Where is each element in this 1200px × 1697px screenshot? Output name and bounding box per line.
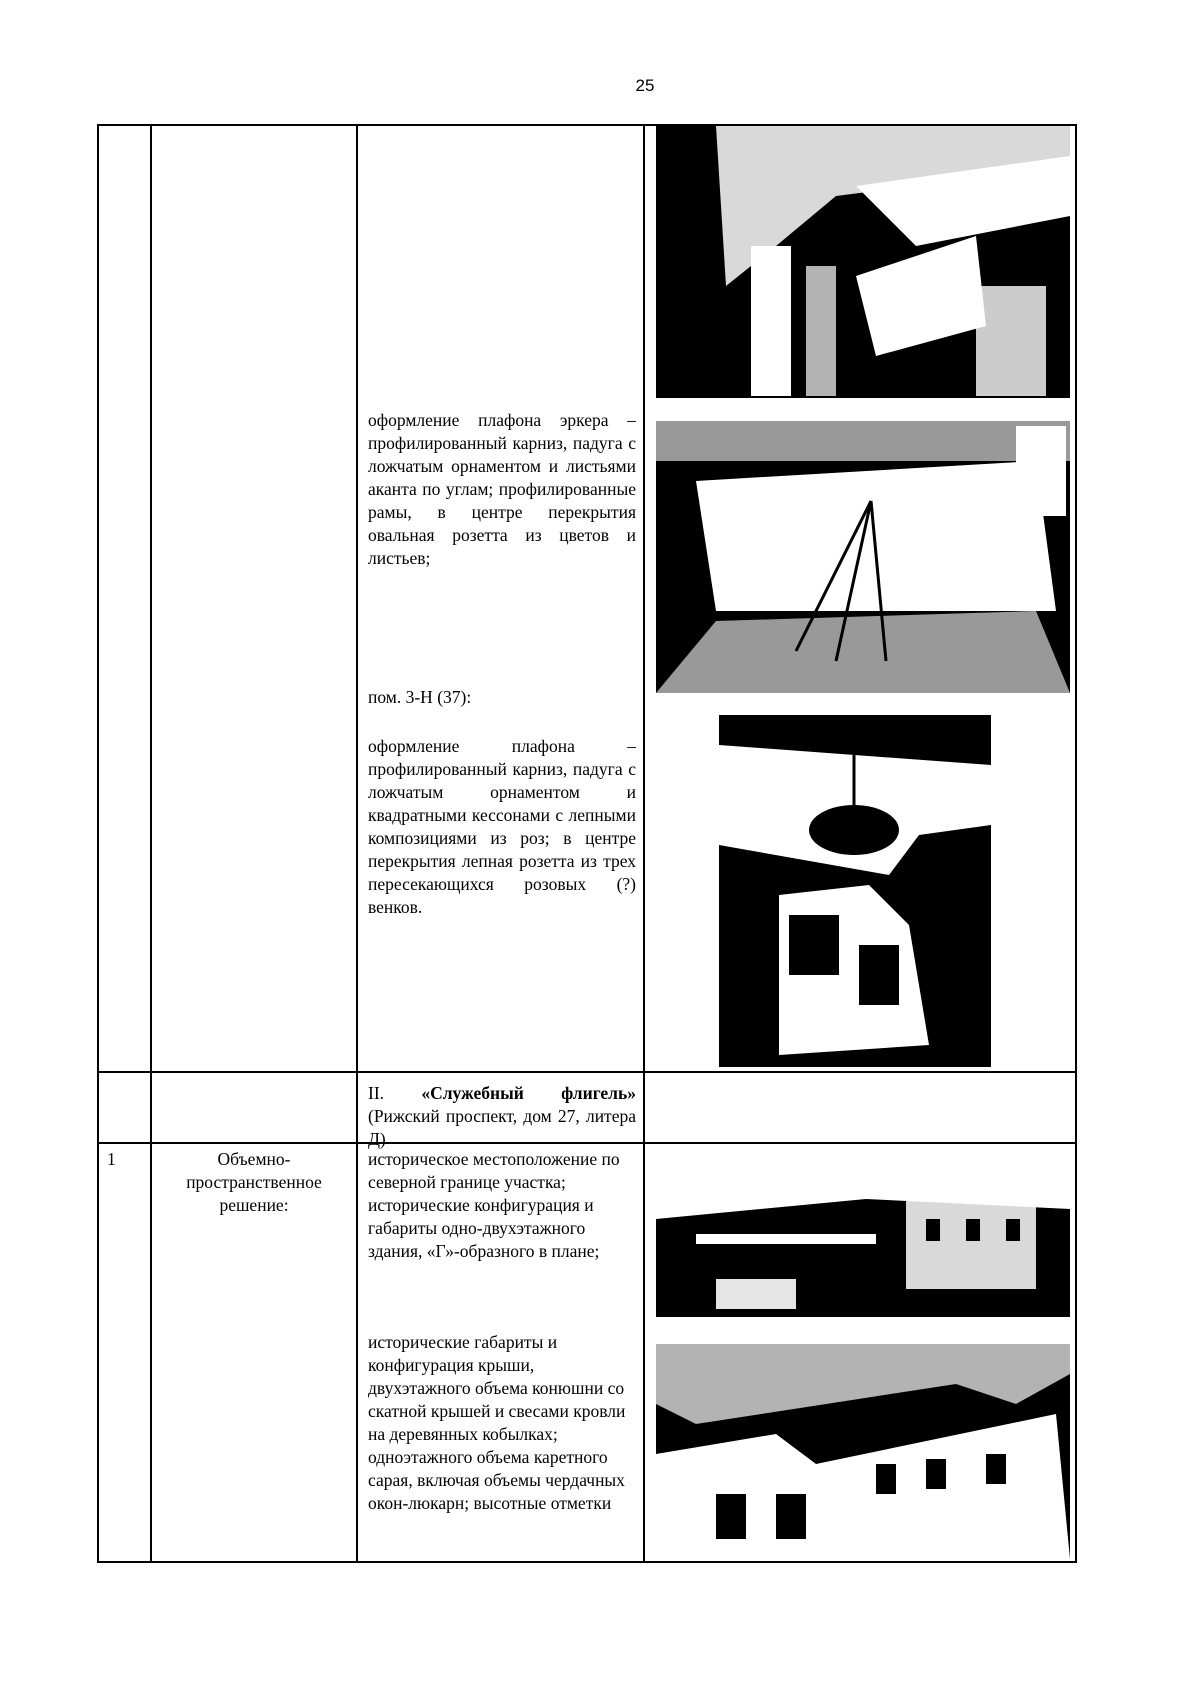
room-heading: пом. 3-Н (37): [368,687,472,707]
item-text-roof: исторические габариты и конфигурация крыши, двухэтажного объема конюшни со скатной крышей и свесами кровли на деревянных кобылках; одноэтажного объема каретного сарая, включая объемы чердачных окон-люкарн; высотные отметки [368,1332,626,1513]
photo-outbuilding-north [656,1169,1070,1317]
table-border-bottom [97,1561,1077,1563]
protection-table [97,124,1077,1563]
photo-erker-ceiling [656,126,1070,398]
section-number: II. [368,1083,385,1103]
column-divider [356,124,358,1563]
item-name: Объемно-пространственное решение: [186,1149,322,1215]
table-border-left [97,124,99,1563]
row-divider [97,1071,1077,1073]
section-address: (Рижский проспект, дом 27, литера Д) [368,1106,636,1149]
photo-outbuilding-roof [656,1344,1070,1559]
item-number: 1 [107,1149,116,1169]
plafond-room-description: оформление плафона – профилированный карниз, падуга с ложчатым орнаментом и квадратными кессонами с лепными композициями из роз; в центре перекрытия лепная розетта из трех пересекающихся розовых (?) венков. [368,736,636,917]
section-title [368,1082,636,1151]
page-number: 25 [635,76,655,95]
column-divider [150,124,152,1563]
table-border-right [1075,124,1077,1563]
item-text-location: историческое местоположение по северной границе участка; исторические конфигурация и габариты одно-двухэтажного здания, «Г»-образного в плане; [368,1149,620,1261]
photo-erker-plafond [656,421,1070,693]
column-divider [643,124,645,1563]
section-name: «Служебный флигель» [421,1083,636,1103]
photo-room-3n-plafond [719,715,991,1067]
plafond-erker-description: оформление плафона эркера – профилированный карниз, падуга с ложчатым орнаментом и листьями аканта по углам; профилированные рамы, в центре перекрытия овальная розетта из цветов и листьев; [368,410,636,568]
